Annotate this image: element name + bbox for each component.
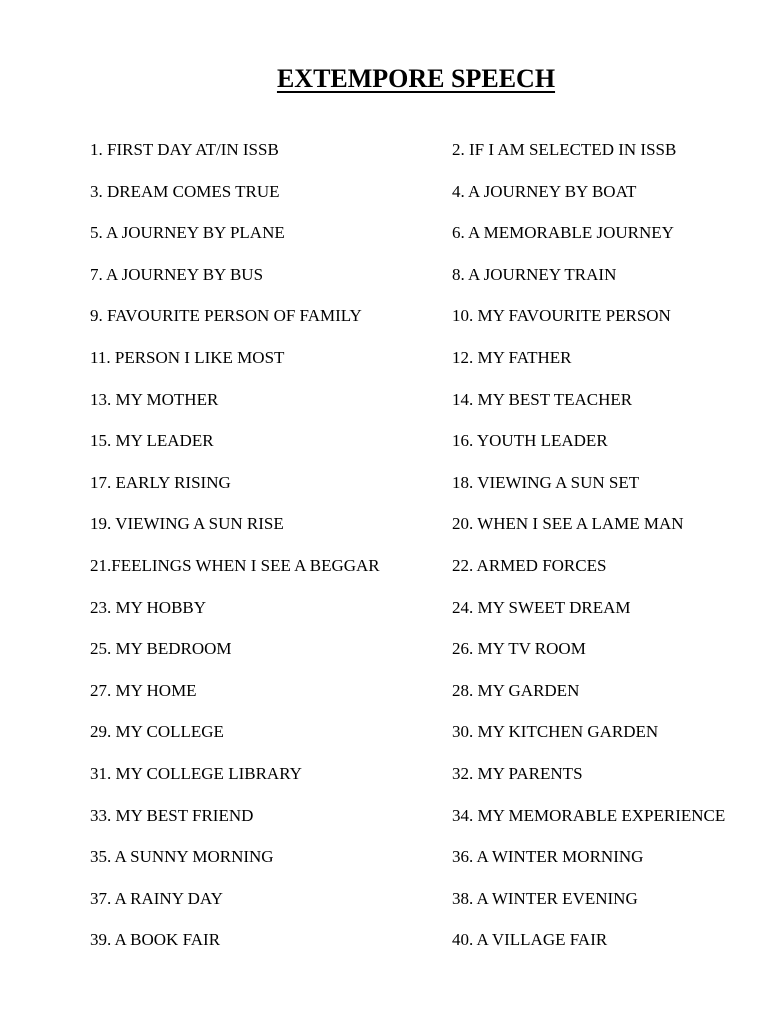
topic-item: 19. VIEWING A SUN RISE [90, 514, 284, 534]
topic-item: 7. A JOURNEY BY BUS [90, 264, 264, 284]
topic-item: 12. MY FATHER [452, 347, 572, 367]
topic-item: 9. FAVOURITE PERSON OF FAMILY [90, 306, 362, 326]
topic-item: 32. MY PARENTS [452, 763, 583, 783]
topic-item: 20. WHEN I SEE A LAME MAN [452, 514, 684, 534]
topic-item: 4. A JOURNEY BY BOAT [452, 181, 637, 201]
topic-item: 14. MY BEST TEACHER [452, 389, 633, 409]
topic-item: 25. MY BEDROOM [90, 639, 232, 659]
topic-item: 33. MY BEST FRIEND [90, 805, 254, 825]
topic-item: 10. MY FAVOURITE PERSON [452, 306, 671, 326]
topic-item: 22. ARMED FORCES [452, 555, 607, 575]
topic-item: 5. A JOURNEY BY PLANE [90, 223, 285, 243]
topic-item: 31. MY COLLEGE LIBRARY [90, 763, 302, 783]
topic-item: 6. A MEMORABLE JOURNEY [452, 223, 674, 243]
topic-item: 40. A VILLAGE FAIR [452, 930, 608, 950]
topic-item: 1. FIRST DAY AT/IN ISSB [90, 140, 279, 159]
topic-item: 18. VIEWING A SUN SET [452, 472, 640, 492]
topic-item: 3. DREAM COMES TRUE [90, 181, 280, 201]
topic-item: 28. MY GARDEN [452, 680, 580, 700]
topic-item: 34. MY MEMORABLE EXPERIENCE [452, 805, 726, 825]
topic-item: 16. YOUTH LEADER [452, 431, 608, 451]
topic-item: 15. MY LEADER [90, 431, 214, 451]
topic-item: 26. MY TV ROOM [452, 639, 586, 659]
topic-item: 8. A JOURNEY TRAIN [452, 264, 617, 284]
topic-item: 30. MY KITCHEN GARDEN [452, 722, 659, 742]
page-title: EXTEMPORE SPEECH [276, 64, 556, 93]
topic-item: 37. A RAINY DAY [90, 888, 223, 908]
topic-item: 29. MY COLLEGE [90, 722, 224, 742]
topic-item: 36. A WINTER MORNING [452, 847, 644, 867]
topic-item: 39. A BOOK FAIR [90, 930, 221, 950]
topic-item: 24. MY SWEET DREAM [452, 597, 631, 617]
topic-item: 21.FEELINGS WHEN I SEE A BEGGAR [90, 555, 380, 575]
topic-item: 11. PERSON I LIKE MOST [90, 347, 285, 367]
topic-item: 17. EARLY RISING [90, 472, 231, 492]
topic-list [90, 139, 760, 971]
topic-item: 38. A WINTER EVENING [452, 888, 638, 908]
topic-item: 35. A SUNNY MORNING [90, 847, 274, 867]
topic-item: 13. MY MOTHER [90, 389, 219, 409]
topic-item: 23. MY HOBBY [90, 597, 207, 617]
topic-item: 27. MY HOME [90, 680, 197, 700]
topic-item: 2. IF I AM SELECTED IN ISSB [452, 140, 677, 159]
